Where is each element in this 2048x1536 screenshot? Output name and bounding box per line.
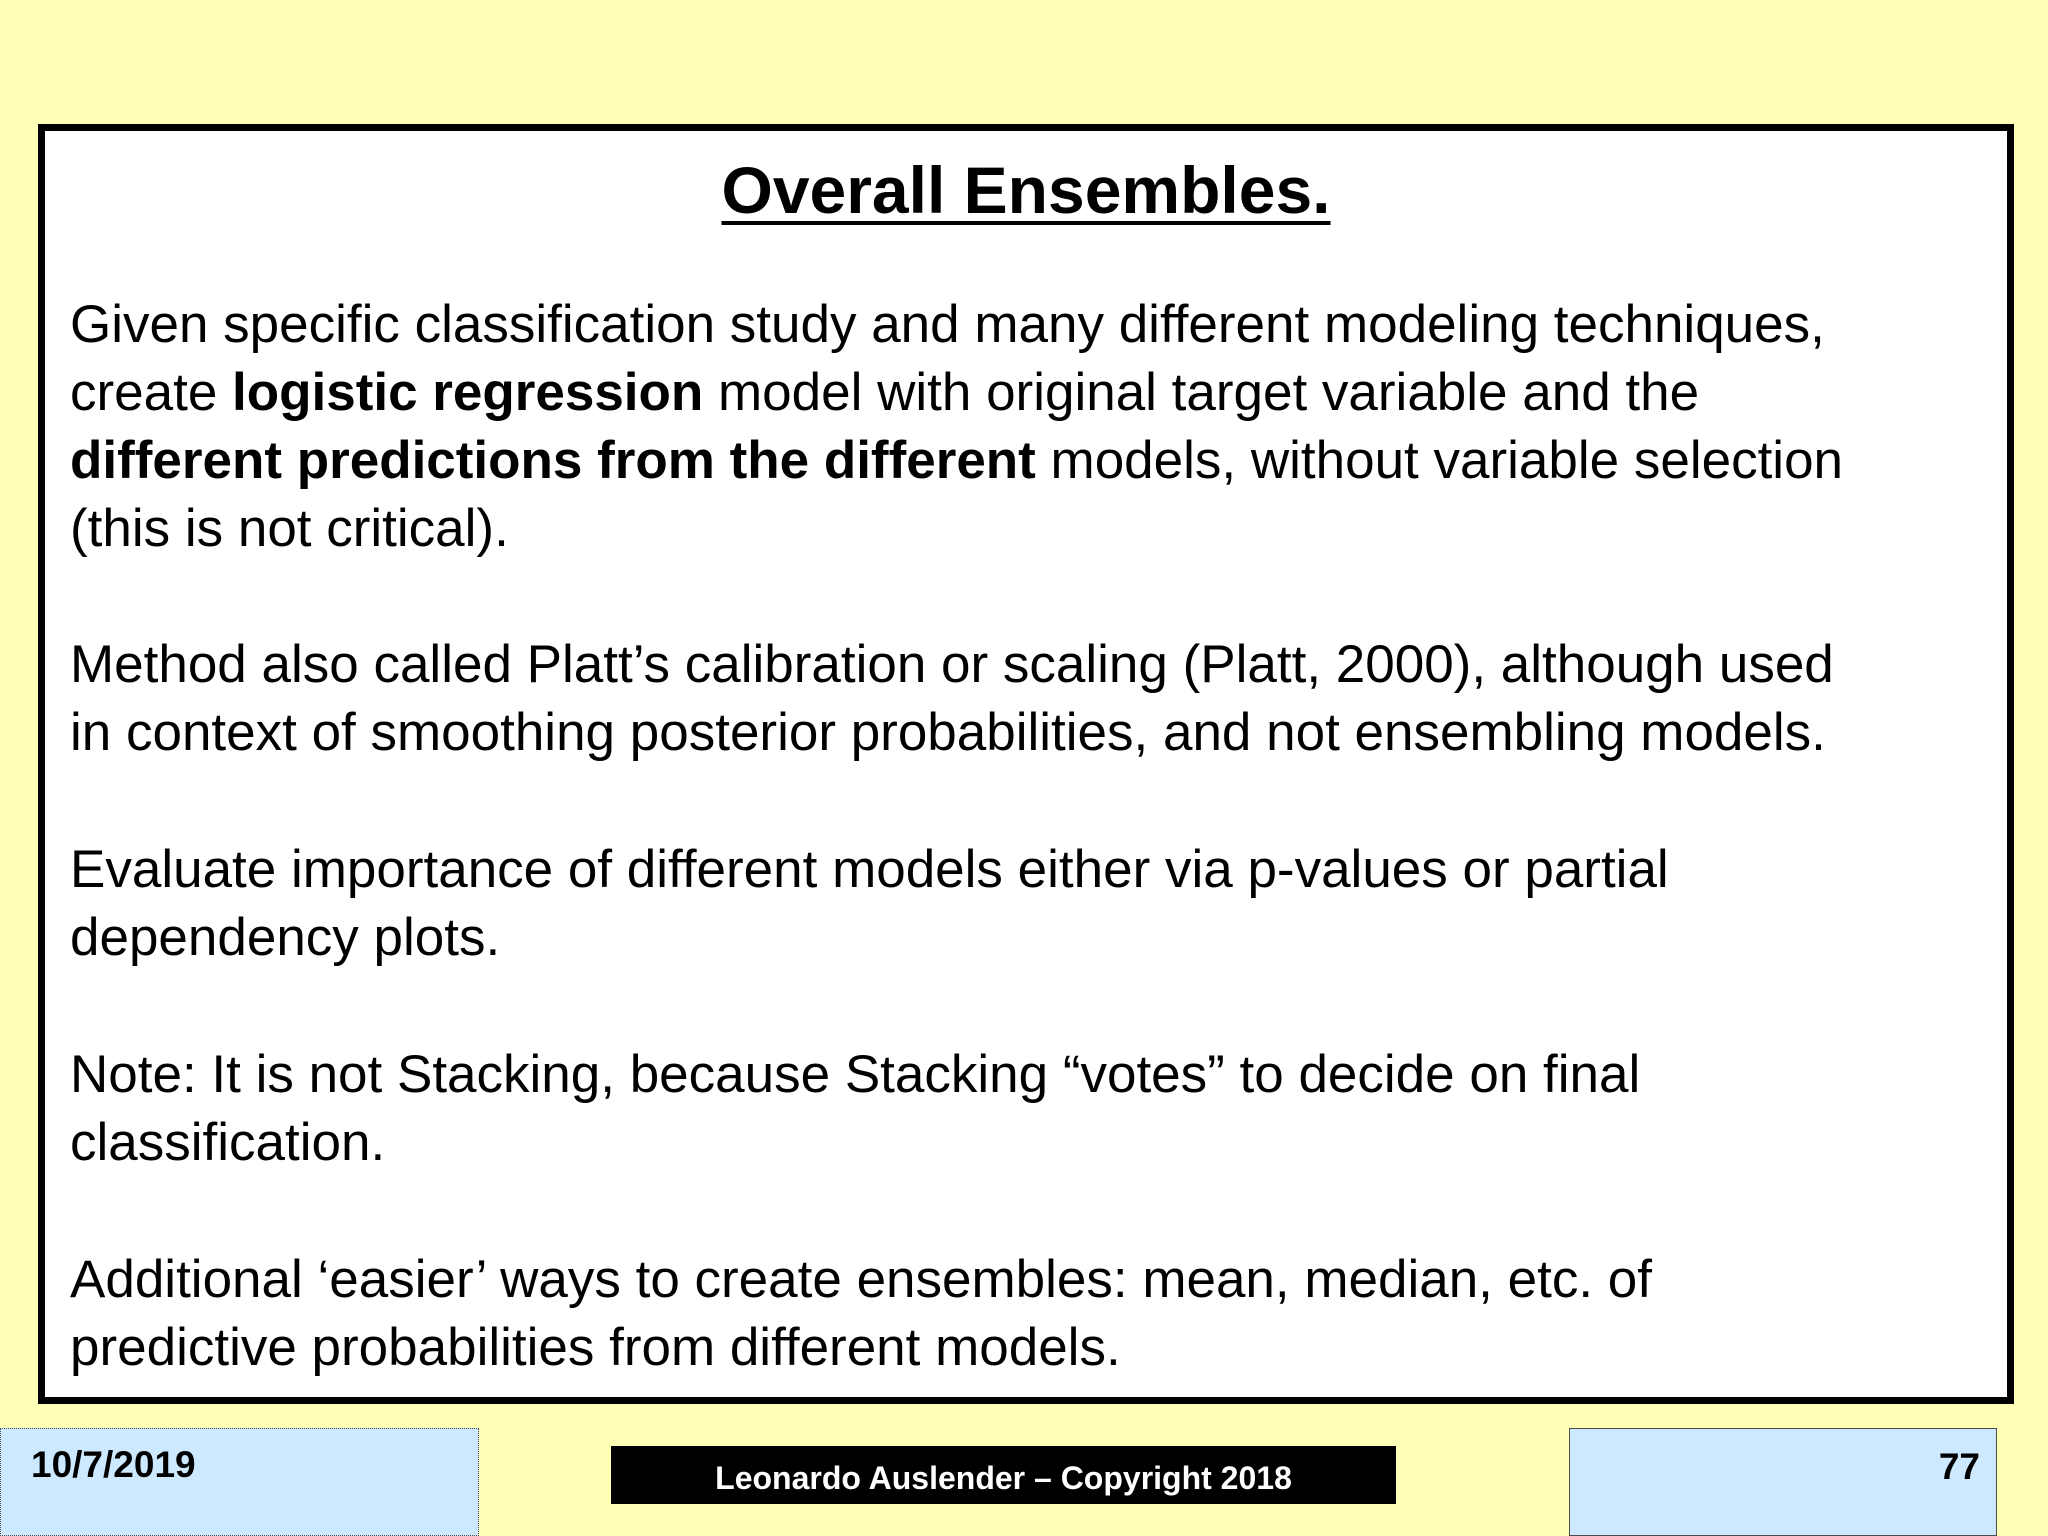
footer-date-box bbox=[0, 1428, 479, 1536]
paragraph-stacking-note bbox=[70, 1041, 1987, 1177]
footer-page-box bbox=[1569, 1428, 1997, 1536]
slide-content-box bbox=[38, 124, 2014, 1404]
p4-line-1: Note: It is not Stacking, because Stacking “votes” to decide on final bbox=[70, 1045, 1641, 1104]
p2-line-1: Method also called Platt’s calibration or scaling (Platt, 2000), although used bbox=[70, 635, 1834, 694]
footer-copyright-bar bbox=[611, 1446, 1396, 1504]
p3-line-1: Evaluate importance of different models either via p-values or partial bbox=[70, 840, 1669, 899]
footer-copyright: Leonardo Auslender – Copyright 2018 bbox=[715, 1460, 1292, 1496]
p3-line-2: dependency plots. bbox=[70, 908, 501, 967]
p2-line-2: in context of smoothing posterior probabilities, and not ensembling models. bbox=[70, 703, 1826, 762]
p1-line-2-bold: logistic regression bbox=[232, 363, 704, 422]
p5-line-1: Additional ‘easier’ ways to create ensembles: mean, median, etc. of bbox=[70, 1250, 1652, 1309]
paragraph-logistic-regression bbox=[70, 291, 1987, 563]
p1-line-1: Given specific classification study and many different modeling techniques, bbox=[70, 295, 1825, 354]
p4-line-2: classification. bbox=[70, 1113, 386, 1172]
slide-title bbox=[45, 153, 2007, 229]
p1-line-3-post: models, without variable selection bbox=[1035, 431, 1844, 490]
p1-line-4: (this is not critical). bbox=[70, 499, 509, 558]
paragraph-platt-calibration bbox=[70, 631, 1987, 767]
p5-line-2: predictive probabilities from different models. bbox=[70, 1318, 1121, 1377]
p1-line-3-bold: different predictions from the different bbox=[70, 431, 1036, 490]
p1-line-2-post: model with original target variable and the bbox=[703, 363, 1700, 422]
footer-date: 10/7/2019 bbox=[31, 1444, 196, 1485]
slide-title-text: Overall Ensembles. bbox=[721, 153, 1331, 227]
paragraph-evaluate-importance bbox=[70, 836, 1987, 972]
p1-line-2-pre: create bbox=[70, 363, 233, 422]
paragraph-easier-ways bbox=[70, 1246, 1987, 1382]
footer-page-number: 77 bbox=[1938, 1446, 1980, 1487]
